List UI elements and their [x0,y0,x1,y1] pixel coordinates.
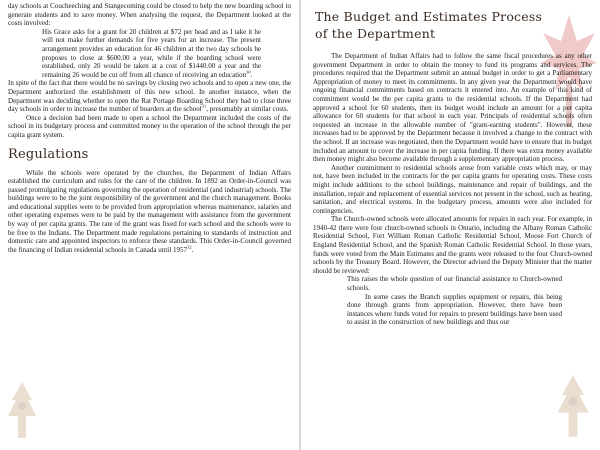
heading-line: of the Department [315,26,436,41]
paragraph: In spite of the fact that there would be no savings by closing two schools and to open a new one, the Department authorized the establishment of this new school. In another instance, when the Department was deciding whether to open the Rat Portage Boarding School they had to close three day schools in order to increase the number of boarders at the school$^{31}$, presumably at similar costs. [8,79,291,114]
right-column [313,8,592,327]
paragraph: day schools at Coucheeching and Stangecoming could be closed to help the new boarding school to generate students and to save money. When analysing the request, the Department looked at the costs involved: [8,2,291,28]
totem-emblem-icon [2,378,42,442]
section-heading-budget [315,8,592,42]
paragraph: Once a decision had been made to open a school the Department included the costs of the school in its budgetary process and committed money to the operation of the school through the per capita grant system. [8,113,291,139]
paragraph: While the schools were operated by the churches, the Department of Indian Affairs established the curriculum and rules for the care of the children. In 1892 an Order-in-Council was passed promulgating regulations governing the operation of residential (and industrial) schools. The buildings were to be the joint responsibility of the government and the church management. Books and educational supplies were to be provided from appropriation whereas maintenance, salaries and other operating expenses were to be paid by the management with assistance from the government by way of per capita grants. The rate of the grant was fixed for each school and the schools were to be free to the Indians. The Department made regulations pertaining to standards of instruction and domestic care and appointed inspectors to enforce these standards. This Order-in-Council governed the financing of Indian residential schools in Canada until 1957$^{32}$. [8,168,291,254]
footnote-ref: 32 [187,244,192,250]
block-quote: In some cases the Branch supplies equipment or repairs, this being done through grants from appropriation. However, there have been instances where funds voted for repairs to present buildings have been used to assist in the construction of new buildings and thus our [347,292,562,327]
footnote-ref: 30 [246,69,251,75]
paragraph: The Church-owned schools were allocated amounts for repairs in each year. For example, in 1940-42 there were four church-owned schools in Ontario, including the Albany Roman Catholic Residential School, Fort William Roman Catholic Residential School, Moose Fort Church of England Residential School, and the Spanish Roman Catholic Residential School. In those years, funds were voted from the Main Estimates and the grants were released to the four Church-owned schools by the Treasury Board. However, the Director advised the Deputy Minister that the matter should be reviewed: [313,215,592,275]
left-page [0,0,299,450]
totem-emblem-icon [551,370,595,442]
left-column [8,2,291,254]
block-quote: This raises the whole question of our financial assistance to Church-owned schools. [347,275,562,293]
footnote-ref: 31 [201,103,207,109]
paragraph: Another commitment to residential schools arose from variable costs which may, or may not, have been included in the contracts for the per capita grants for operating costs. These costs might include additions to the school buildings, maintenance and repair of buildings, and the installation, repair and replacement of essential services not present in the school, such as heating, sanitation, and electrical systems. In the budgetary process, amounts were also included for contingencies. [313,163,592,215]
paragraph: The Department of Indian Affairs had to follow the same fiscal procedures as any other government Department in order to obtain the money to fund its programs and services. The procedures required that the Department submit an annual budget in order to get a Parliamentary Appropriation of money to meet its commitments. In any given year the Department would have ongoing financial commitments based on contracts it entered into. An example of this kind of commitment would be the per capita grants to the residential schools. If the Department had approved a school for 60 students, then its budget would include an amount for a per capita allowance for 60 students for that school in each year. Principals of residential schools often requested an increase in the allowable number of "grant-earning students". However, these increases had to be approved by the Department because it involved a change to the contract with the school. If an increase was negotiated, then the Department would have to ensure that its budget included an amount to cover the increase in per capita funding. If there was extra money available then money might also become available through a supplementary appropriation process. [313,52,592,164]
heading-line: The Budget and Estimates Process [315,9,543,24]
section-heading-regulations: Regulations [8,146,89,162]
right-page [301,0,600,450]
block-quote: His Grace asks for a grant for 20 children at $72 per head and as I take it he will not make further demands for five years for an increase. The present arrangement provides an education for 46 children at the two day schools he proposes to close at $600.00 a year, while if the boarding school were established, only 20 would be taken at a cost of $1440.00 a year and the remaining 26 would be cut off from all chance of receiving an education$^{30}$. [42,27,261,79]
